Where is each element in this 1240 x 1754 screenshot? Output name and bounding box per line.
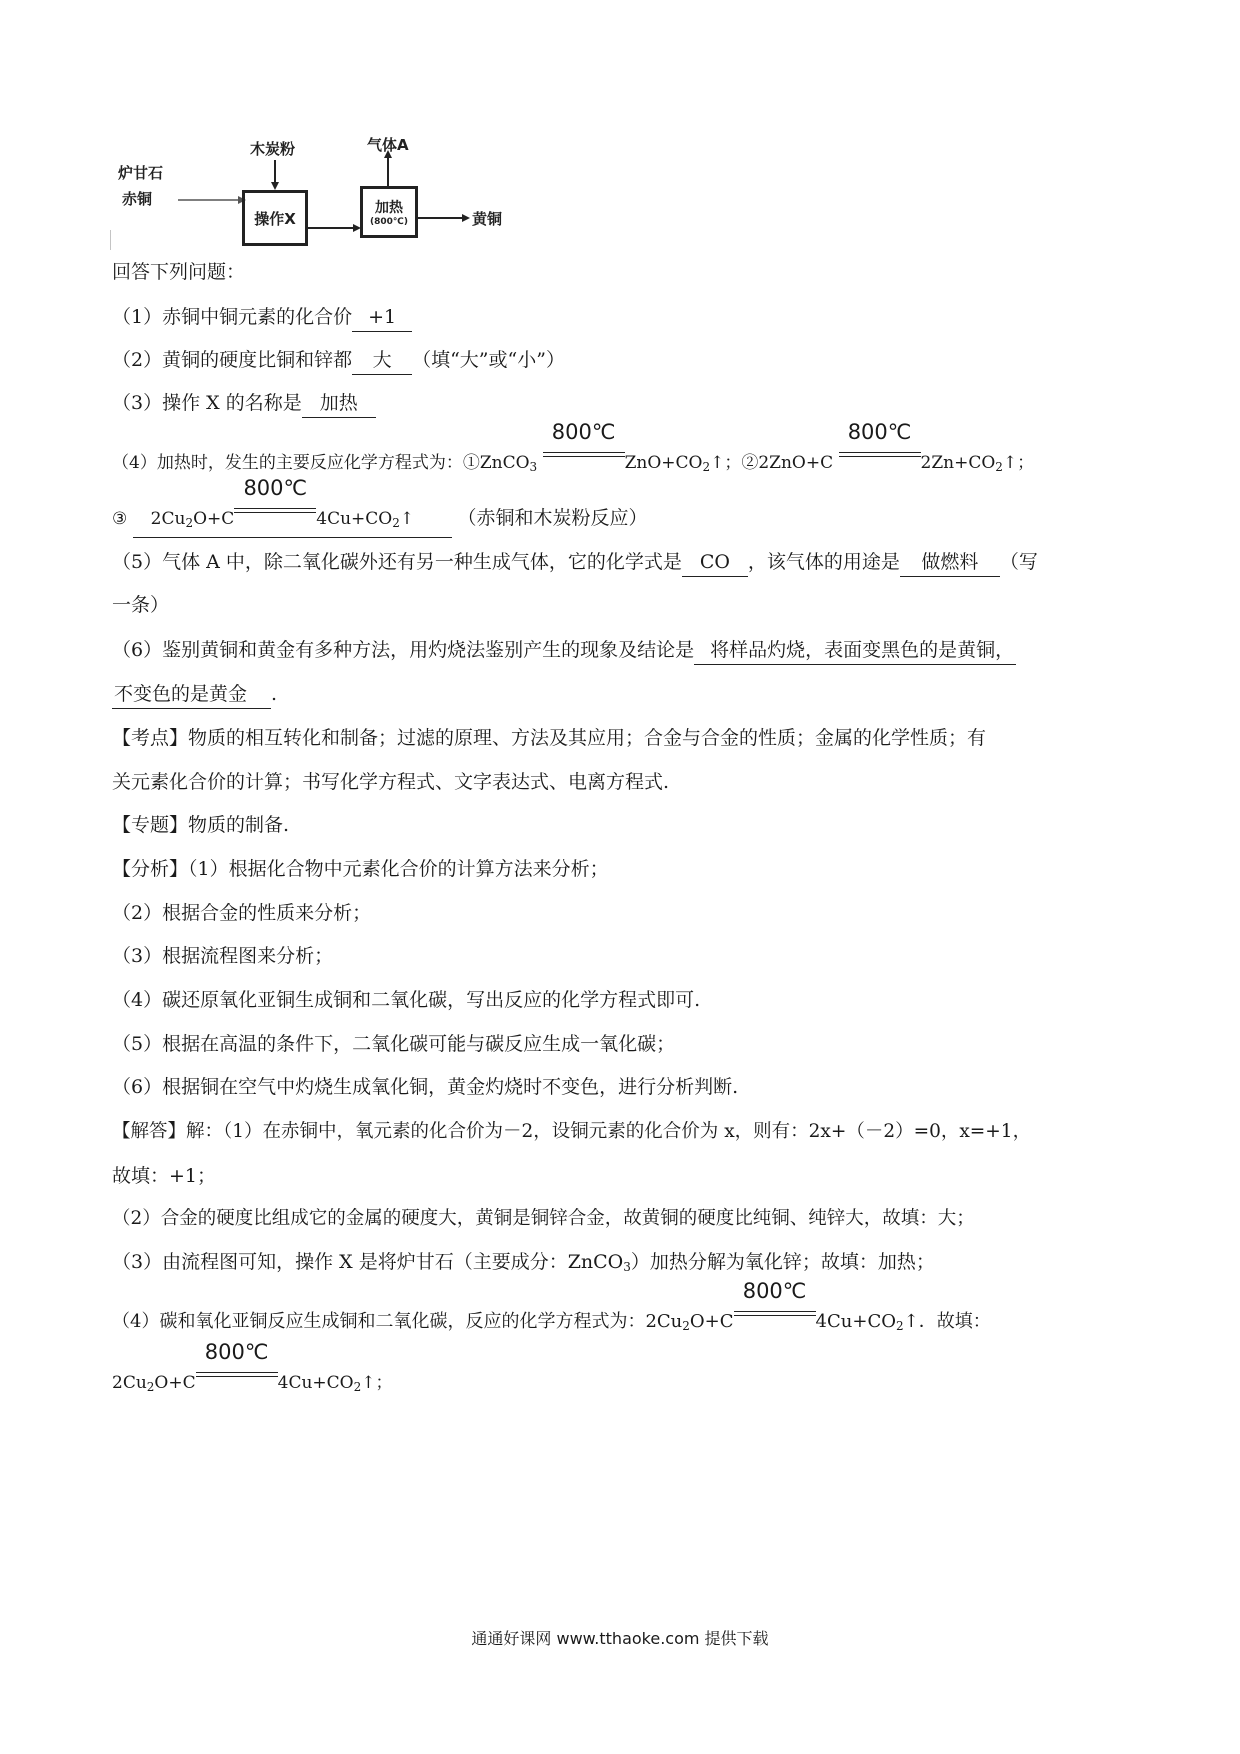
subscript: 2 bbox=[702, 460, 711, 474]
jieda-text: 4Cu+CO bbox=[277, 1373, 354, 1393]
question-text: （4）加热时，发生的主要反应化学方程式为：①ZnCO bbox=[112, 453, 530, 473]
jieda-label: 【解答】 bbox=[112, 1121, 187, 1142]
operation-x-label: 操作X bbox=[254, 209, 296, 228]
period: . bbox=[271, 683, 278, 705]
heating-box bbox=[360, 186, 418, 238]
reaction-condition bbox=[734, 1279, 816, 1327]
fenxi-item: （2）根据合金的性质来分析； bbox=[112, 902, 372, 924]
jieda-text: O+C bbox=[689, 1311, 734, 1332]
question-2 bbox=[112, 346, 565, 375]
jieda-line: 解：（1）在赤铜中，氧元素的化合价为－2，设铜元素的化合价为 x，则有：2x+（－2）=0，x=+1， bbox=[186, 1121, 1032, 1142]
kaodian-line-2: 关元素化合价的计算；书写化学方程式、文字表达式、电离方程式. bbox=[112, 771, 670, 793]
subscript: 2 bbox=[353, 1380, 362, 1394]
jieda-section bbox=[112, 1118, 1031, 1146]
question-mid: ，该气体的用途是 bbox=[747, 551, 900, 573]
kaodian-section bbox=[112, 724, 986, 752]
question-tail: （写 bbox=[999, 551, 1038, 573]
subscript: 2 bbox=[185, 516, 194, 530]
condition-temp: 800℃ bbox=[551, 420, 616, 444]
question-text: （5）气体 A 中，除二氧化碳外还有另一种生成气体，它的化学式是 bbox=[112, 551, 682, 573]
jieda-text: （4）碳和氧化亚铜反应生成铜和二氧化碳，反应的化学方程式为：2Cu bbox=[112, 1311, 683, 1332]
page-footer: 通通好课网 www.tthaoke.com 提供下载 bbox=[471, 1629, 769, 1648]
jieda-text: O+C bbox=[154, 1373, 196, 1393]
jieda-text: 2Cu bbox=[112, 1373, 147, 1393]
answer-blank: +1 bbox=[352, 303, 412, 332]
eq-left: 2Cu bbox=[150, 509, 186, 529]
subscript: 3 bbox=[623, 1260, 631, 1274]
jieda-text: ↑； bbox=[361, 1373, 393, 1393]
jieda-text: ↑．故填： bbox=[903, 1311, 991, 1332]
equation-end: ↑； bbox=[1002, 453, 1035, 473]
fenxi-item: （6）根据铜在空气中灼烧生成氧化铜，黄金灼烧时不变色，进行分析判断. bbox=[112, 1076, 739, 1098]
subscript: 2 bbox=[146, 1380, 155, 1394]
question-6 bbox=[112, 636, 1016, 665]
fenxi-label: 【分析】 bbox=[112, 858, 189, 880]
brass-label: 黄铜 bbox=[472, 210, 503, 228]
answer-blank bbox=[133, 476, 452, 538]
condition-temp: 800℃ bbox=[204, 1340, 269, 1364]
question-3 bbox=[112, 389, 376, 418]
reaction-condition bbox=[234, 476, 316, 524]
question-tail: （填“大”或“小”） bbox=[412, 349, 565, 371]
equation-right: 2Zn+CO bbox=[920, 453, 996, 473]
answer-blank: 加热 bbox=[302, 389, 376, 418]
subscript: 2 bbox=[995, 460, 1003, 474]
jieda-line: （2）合金的硬度比组成它的金属的硬度大，黄铜是铜锌合金，故黄铜的硬度比纯铜、纯锌大，故填：大； bbox=[112, 1208, 975, 1229]
question-1 bbox=[112, 303, 412, 332]
jieda-text: 4Cu+CO bbox=[815, 1311, 896, 1332]
heating-label: 加热 bbox=[375, 200, 403, 216]
eq-right: 4Cu+CO bbox=[316, 509, 393, 529]
eq-end: ↑ bbox=[399, 509, 415, 529]
reaction-condition bbox=[839, 420, 921, 468]
equation-note: （赤铜和木炭粉反应） bbox=[457, 507, 648, 529]
fenxi-item: （3）根据流程图来分析； bbox=[112, 945, 334, 967]
zhuanti-text: 物质的制备. bbox=[188, 814, 290, 836]
fenxi-section bbox=[112, 855, 609, 883]
reaction-condition bbox=[543, 420, 625, 468]
question-4-line-2 bbox=[112, 476, 648, 538]
jieda-line: 故填：+1； bbox=[112, 1165, 217, 1187]
condition-temp: 800℃ bbox=[742, 1279, 807, 1303]
gas-a-label: 气体A bbox=[367, 136, 409, 154]
eq-left-b: O+C bbox=[193, 509, 235, 529]
answer-blank: 将样品灼烧，表面变黑色的是黄铜， bbox=[694, 636, 1016, 665]
subscript: 2 bbox=[392, 516, 400, 530]
question-text: （1）赤铜中铜元素的化合价 bbox=[112, 306, 353, 328]
kaodian-label: 【考点】 bbox=[112, 727, 189, 749]
equation-right: ZnO+CO bbox=[624, 453, 703, 473]
answer-blank-2: 做燃料 bbox=[900, 548, 1000, 577]
question-text: （3）操作 X 的名称是 bbox=[112, 392, 302, 414]
item-marker: ③ bbox=[112, 509, 128, 529]
intro-text: 回答下列问题： bbox=[112, 261, 246, 283]
subscript: 2 bbox=[895, 1319, 904, 1333]
operation-x-box bbox=[242, 190, 308, 246]
flow-diagram bbox=[110, 130, 570, 265]
jieda-text: ）加热分解为氧化锌；故填：加热； bbox=[630, 1251, 935, 1273]
answer-blank: CO bbox=[682, 548, 748, 577]
jieda-line bbox=[112, 1279, 991, 1340]
question-text: （2）黄铜的硬度比铜和锌都 bbox=[112, 349, 353, 371]
flow-arrows bbox=[110, 130, 570, 265]
answer-blank: 大 bbox=[352, 346, 412, 375]
fenxi-item: （5）根据在高温的条件下，二氧化碳可能与碳反应生成一氧化碳； bbox=[112, 1033, 676, 1055]
condition-temp: 800℃ bbox=[847, 420, 912, 444]
condition-temp: 800℃ bbox=[243, 476, 308, 500]
heating-temp-label: (800℃) bbox=[370, 217, 408, 227]
question-6-line-2 bbox=[112, 680, 277, 709]
zhuanti-label: 【专题】 bbox=[112, 814, 189, 836]
fenxi-item: （1）根据化合物中元素化合价的计算方法来分析； bbox=[188, 858, 609, 880]
subscript: 3 bbox=[529, 460, 538, 474]
reaction-condition bbox=[196, 1340, 278, 1388]
kaodian-text: 物质的相互转化和制备；过滤的原理、方法及其应用；合金与合金的性质；金属的化学性质；有 bbox=[188, 727, 987, 749]
question-text: （6）鉴别黄铜和黄金有多种方法，用灼烧法鉴别产生的现象及结论是 bbox=[112, 639, 695, 661]
answer-blank-continued: 不变色的是黄金 bbox=[112, 680, 271, 709]
input-label-top: 炉甘石 bbox=[118, 164, 164, 182]
jieda-line bbox=[112, 1340, 393, 1401]
question-5 bbox=[112, 548, 1038, 577]
fenxi-item: （4）碳还原氧化亚铜生成铜和二氧化碳，写出反应的化学方程式即可. bbox=[112, 989, 701, 1011]
subscript: 2 bbox=[682, 1319, 690, 1333]
jieda-text: （3）由流程图可知，操作 X 是将炉甘石（主要成分：ZnCO bbox=[112, 1251, 624, 1273]
question-5-line-2: 一条） bbox=[112, 594, 170, 616]
charcoal-label: 木炭粉 bbox=[250, 140, 296, 158]
zhuanti-section bbox=[112, 811, 289, 839]
input-label-bottom: 赤铜 bbox=[122, 190, 153, 208]
equation-mid: ↑；②2ZnO+C bbox=[710, 453, 834, 473]
